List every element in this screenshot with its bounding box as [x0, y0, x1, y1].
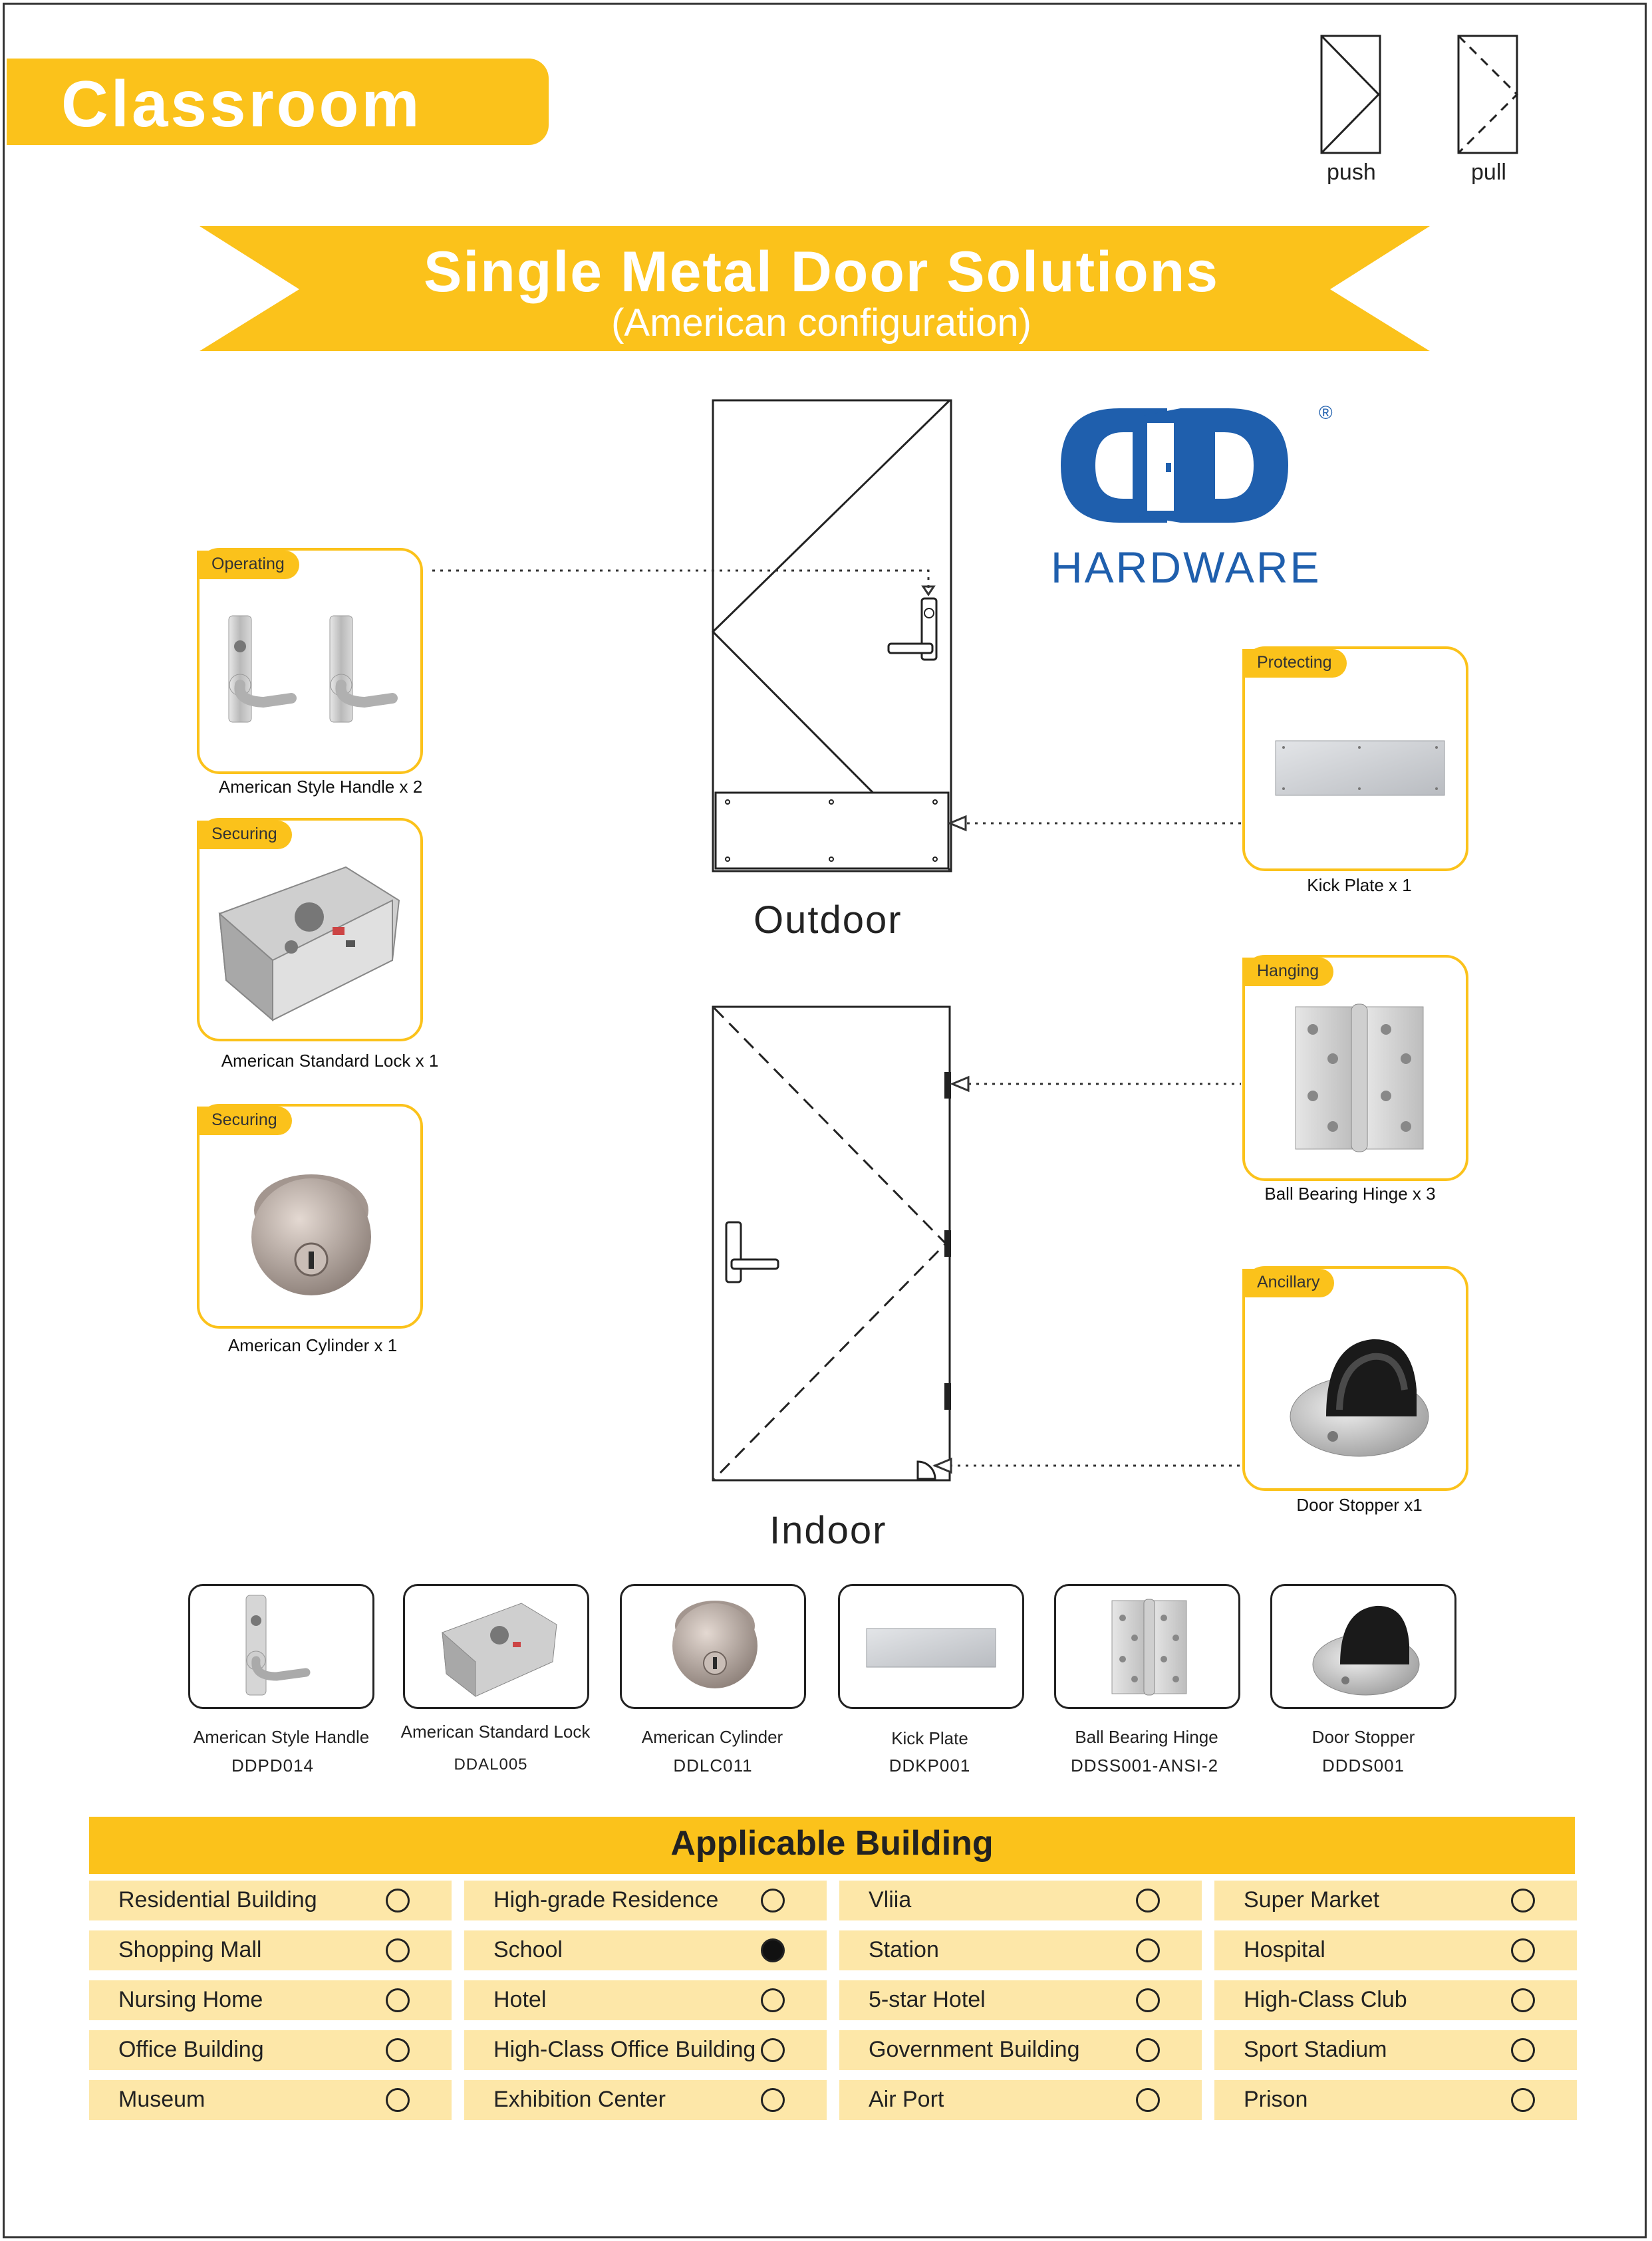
building-option-label: Hotel [493, 1987, 547, 2012]
card-securing-cylinder [197, 1104, 423, 1329]
logo-wordmark: HARDWARE [1051, 543, 1321, 592]
mortise-lock-icon [213, 860, 412, 1027]
product-code-hinge: DDSS001-ANSI-2 [1070, 1756, 1219, 1776]
applicable-building-title: Applicable Building [670, 1824, 994, 1863]
radio-unselected[interactable] [386, 2038, 410, 2062]
radio-unselected[interactable] [761, 1988, 785, 2012]
building-option-label: Shopping Mall [118, 1937, 262, 1962]
building-option-label: Sport Stadium [1244, 2037, 1387, 2062]
building-option [89, 2030, 452, 2070]
radio-unselected[interactable] [1511, 1988, 1535, 2012]
radio-unselected[interactable] [761, 2038, 785, 2062]
cylinder-icon [668, 1597, 761, 1696]
caption-kickplate: Kick Plate x 1 [1307, 875, 1412, 895]
indoor-label: Indoor [769, 1509, 887, 1552]
product-name-hinge: Ball Bearing Hinge [1075, 1727, 1218, 1747]
caption-cylinder: American Cylinder x 1 [227, 1335, 398, 1355]
product-code-handle: DDPD014 [231, 1756, 315, 1776]
card-ancillary [1242, 1266, 1468, 1491]
product-code-stopper: DDDS001 [1321, 1756, 1405, 1776]
tag-operating: Operating [197, 551, 299, 579]
radio-unselected[interactable] [761, 1889, 785, 1912]
building-option [464, 1881, 827, 1920]
building-option [464, 2030, 827, 2070]
building-option [1214, 1930, 1577, 1970]
building-option-label: High-Class Office Building [493, 2037, 756, 2062]
caption-handle: American Style Handle x 2 [218, 777, 423, 797]
banner-title: Single Metal Door Solutions [424, 240, 1219, 304]
building-option-label: 5-star Hotel [869, 1987, 986, 2012]
card-securing-lock [197, 818, 423, 1041]
radio-unselected[interactable] [386, 1938, 410, 1962]
caption-hinge: Ball Bearing Hinge x 3 [1264, 1184, 1436, 1204]
product-name-stopper: Door Stopper [1311, 1727, 1415, 1747]
product-box-cylinder[interactable] [620, 1584, 806, 1709]
card-hanging [1242, 955, 1468, 1181]
building-option-label: Nursing Home [118, 1987, 263, 2012]
tag-ancillary: Ancillary [1242, 1269, 1334, 1297]
radio-unselected[interactable] [1136, 2088, 1160, 2112]
registered-mark: ® [1319, 402, 1333, 423]
kick-plate-icon [1274, 739, 1447, 799]
caption-lock: American Standard Lock x 1 [221, 1051, 439, 1071]
product-name-handle: American Style Handle [193, 1727, 370, 1747]
tag-securing-lock: Securing [197, 821, 292, 849]
product-code-kickplate: DDKP001 [889, 1756, 971, 1776]
product-box-stopper[interactable] [1270, 1584, 1456, 1709]
tag-securing-cylinder: Securing [197, 1107, 292, 1135]
tag-hanging: Hanging [1242, 958, 1333, 986]
building-option-label: Vliia [869, 1887, 912, 1912]
radio-unselected[interactable] [386, 2088, 410, 2112]
building-option [839, 1881, 1202, 1920]
building-option [464, 1930, 827, 1970]
radio-unselected[interactable] [1511, 2088, 1535, 2112]
door-stopper-icon [1286, 1330, 1433, 1463]
building-option [839, 1980, 1202, 2020]
card-operating [197, 548, 423, 774]
building-option-label: Prison [1244, 2087, 1308, 2112]
building-option-label: Super Market [1244, 1887, 1380, 1912]
mortise-lock-icon [438, 1599, 565, 1699]
radio-unselected[interactable] [1511, 1938, 1535, 1962]
building-option-label: Exhibition Center [493, 2087, 666, 2112]
product-box-kickplate[interactable] [838, 1584, 1024, 1709]
building-option-label: Hospital [1244, 1937, 1325, 1962]
building-option-label: Station [869, 1937, 939, 1962]
radio-unselected[interactable] [1136, 2038, 1160, 2062]
kick-plate-icon [865, 1627, 998, 1670]
building-option-label: Residential Building [118, 1887, 317, 1912]
radio-unselected[interactable] [761, 2088, 785, 2112]
banner-subtitle: (American configuration) [611, 301, 1032, 344]
tag-protecting: Protecting [1242, 649, 1347, 678]
door-stopper-icon [1309, 1599, 1423, 1699]
lever-handle-icon [237, 1594, 337, 1700]
building-option-label: Government Building [869, 2037, 1080, 2062]
push-label: push [1327, 160, 1376, 185]
radio-unselected[interactable] [1136, 1988, 1160, 2012]
caption-stopper: Door Stopper x1 [1296, 1495, 1423, 1515]
product-box-handle[interactable] [188, 1584, 374, 1709]
outdoor-label: Outdoor [754, 898, 902, 942]
radio-unselected[interactable] [1511, 1889, 1535, 1912]
radio-unselected[interactable] [1511, 2038, 1535, 2062]
product-name-cylinder: American Cylinder [641, 1727, 783, 1747]
card-protecting [1242, 646, 1468, 871]
product-code-lock: DDAL005 [454, 1756, 528, 1774]
building-option [839, 2030, 1202, 2070]
product-name-lock: American Standard Lock [400, 1722, 591, 1742]
building-option [1214, 1881, 1577, 1920]
building-option [89, 1881, 452, 1920]
building-option [1214, 1980, 1577, 2020]
building-option-label: High-grade Residence [493, 1887, 719, 1912]
product-box-hinge[interactable] [1054, 1584, 1240, 1709]
building-option-label: Office Building [118, 2037, 264, 2062]
radio-unselected[interactable] [386, 1988, 410, 2012]
building-option [1214, 2030, 1577, 2070]
building-option [839, 1930, 1202, 1970]
building-option [89, 1980, 452, 2020]
building-option-label: High-Class Club [1244, 1987, 1407, 2012]
cylinder-icon [245, 1170, 378, 1303]
building-option [464, 1980, 827, 2020]
product-code-cylinder: DDLC011 [673, 1756, 753, 1776]
building-option [1214, 2080, 1577, 2120]
radio-selected[interactable] [761, 1938, 785, 1962]
building-option-label: School [493, 1937, 563, 1962]
building-option [839, 2080, 1202, 2120]
building-option [89, 2080, 452, 2120]
pull-label: pull [1471, 160, 1506, 185]
building-option [464, 2080, 827, 2120]
radio-unselected[interactable] [1136, 1938, 1160, 1962]
product-box-lock[interactable] [403, 1584, 589, 1709]
lever-handle-icon [217, 614, 410, 747]
radio-unselected[interactable] [1136, 1889, 1160, 1912]
hinge-icon [1293, 1003, 1426, 1156]
building-option-label: Air Port [869, 2087, 944, 2112]
hinge-icon [1109, 1598, 1189, 1698]
building-option [89, 1930, 452, 1970]
page-title: Classroom [61, 67, 422, 140]
building-option-label: Museum [118, 2087, 206, 2112]
product-name-kickplate: Kick Plate [891, 1728, 968, 1748]
radio-unselected[interactable] [386, 1889, 410, 1912]
